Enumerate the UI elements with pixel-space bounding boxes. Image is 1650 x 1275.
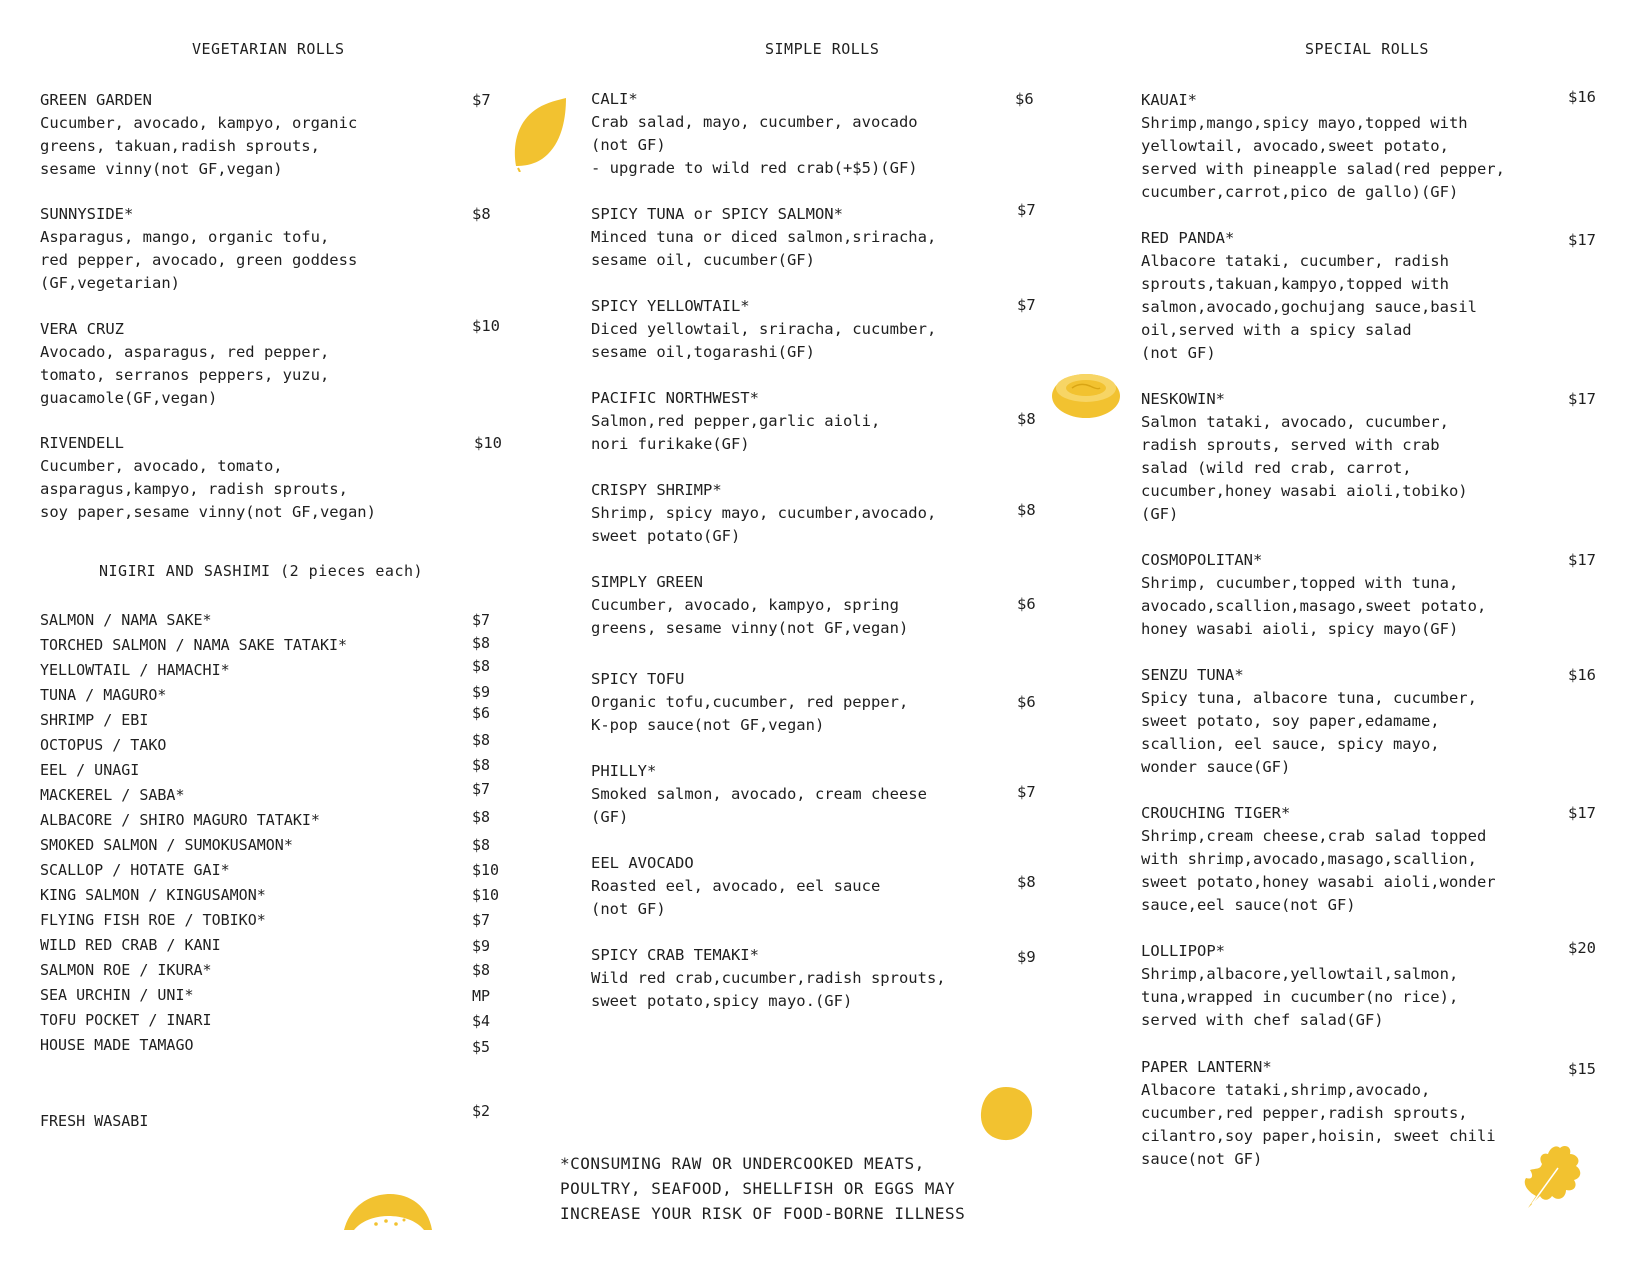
item-price: $6 xyxy=(1015,90,1034,108)
item-name: SPICY YELLOWTAIL* xyxy=(591,297,750,315)
menu-item-sunnyside xyxy=(40,203,357,295)
menu-item-pacific-northwest xyxy=(591,387,880,456)
special-rolls-heading: SPECIAL ROLLS xyxy=(1305,40,1429,58)
nigiri-name: TORCHED SALMON / NAMA SAKE TATAKI* xyxy=(40,636,348,654)
item-price: $8 xyxy=(1017,501,1036,519)
nigiri-name: WILD RED CRAB / KANI xyxy=(40,936,221,954)
item-price: $8 xyxy=(1017,873,1036,891)
item-price: $10 xyxy=(472,317,500,335)
item-description: Cucumber, avocado, kampyo, organic greens, takuan,radish sprouts, sesame vinny(not GF,vegan) xyxy=(40,114,358,178)
menu-item-spicy-crab-temaki xyxy=(591,944,946,1013)
nigiri-icon xyxy=(340,1190,436,1234)
menu-item-simply-green xyxy=(591,571,908,640)
item-price: $6 xyxy=(1017,595,1036,613)
nigiri-name: FLYING FISH ROE / TOBIKO* xyxy=(40,911,266,929)
nigiri-name: KING SALMON / KINGUSAMON* xyxy=(40,886,266,904)
item-description: Shrimp,cream cheese,crab salad topped with shrimp,avocado,masago,scallion, sweet potato,honey wasabi aioli,wonder sauce,eel sauce(not GF) xyxy=(1141,827,1496,914)
nigiri-price: $5 xyxy=(472,1038,491,1056)
item-description: Avocado, asparagus, red pepper, tomato, serranos peppers, yuzu, guacamole(GF,vegan) xyxy=(40,343,330,407)
item-description: Smoked salmon, avocado, cream cheese (GF) xyxy=(591,785,927,826)
item-name: CRISPY SHRIMP* xyxy=(591,481,722,499)
item-price: $17 xyxy=(1568,231,1596,249)
item-description: Shrimp,albacore,yellowtail,salmon, tuna,wrapped in cucumber(no rice), served with chef salad(GF) xyxy=(1141,965,1459,1029)
item-price: $7 xyxy=(472,91,491,109)
vegetarian-rolls-heading: VEGETARIAN ROLLS xyxy=(192,40,345,58)
item-price: $7 xyxy=(1017,296,1036,314)
menu-item-red-panda xyxy=(1141,227,1477,365)
item-description: Roasted eel, avocado, eel sauce (not GF) xyxy=(591,877,881,918)
item-description: Shrimp, spicy mayo, cucumber,avocado, sweet potato(GF) xyxy=(591,504,937,545)
item-description: Minced tuna or diced salmon,sriracha, sesame oil, cucumber(GF) xyxy=(591,228,937,269)
nigiri-name: SHRIMP / EBI xyxy=(40,711,149,729)
nigiri-price: $7 xyxy=(472,611,491,629)
item-name: VERA CRUZ xyxy=(40,320,124,338)
menu-item-rivendell xyxy=(40,432,376,524)
nigiri-price: $8 xyxy=(472,808,491,826)
nigiri-name: HOUSE MADE TAMAGO xyxy=(40,1036,194,1054)
item-description: Organic tofu,cucumber, red pepper, K-pop sauce(not GF,vegan) xyxy=(591,693,909,734)
item-name: LOLLIPOP* xyxy=(1141,942,1225,960)
nigiri-price: $8 xyxy=(472,634,491,652)
item-price: $17 xyxy=(1568,804,1596,822)
menu-item-crouching-tiger xyxy=(1141,802,1496,917)
nigiri-price: $10 xyxy=(472,886,500,904)
item-price: $8 xyxy=(1017,410,1036,428)
item-name: GREEN GARDEN xyxy=(40,91,152,109)
item-name: PHILLY* xyxy=(591,762,657,780)
nigiri-name: TUNA / MAGURO* xyxy=(40,686,167,704)
menu-item-crispy-shrimp xyxy=(591,479,936,548)
nigiri-price: MP xyxy=(472,987,491,1005)
menu-item-eel-avocado xyxy=(591,852,880,921)
nigiri-name: SEA URCHIN / UNI* xyxy=(40,986,194,1004)
item-name: CROUCHING TIGER* xyxy=(1141,804,1291,822)
menu-item-paper-lantern xyxy=(1141,1056,1496,1171)
nigiri-name: ALBACORE / SHIRO MAGURO TATAKI* xyxy=(40,811,320,829)
nigiri-price: $9 xyxy=(472,937,491,955)
nigiri-name: SCALLOP / HOTATE GAI* xyxy=(40,861,230,879)
nigiri-name: SMOKED SALMON / SUMOKUSAMON* xyxy=(40,836,293,854)
simple-rolls-heading: SIMPLE ROLLS xyxy=(765,40,880,58)
menu-item-spicy-yellowtail xyxy=(591,295,936,364)
nigiri-name: SALMON ROE / IKURA* xyxy=(40,961,212,979)
item-price: $7 xyxy=(1017,201,1036,219)
item-price: $20 xyxy=(1568,939,1596,957)
item-name: COSMOPOLITAN* xyxy=(1141,551,1263,569)
item-description: Crab salad, mayo, cucumber, avocado (not GF) - upgrade to wild red crab(+$5)(GF) xyxy=(591,113,918,177)
item-name: KAUAI* xyxy=(1141,91,1197,109)
nigiri-price: $10 xyxy=(472,861,500,879)
nigiri-price: $8 xyxy=(472,961,491,979)
item-name: SPICY TOFU xyxy=(591,670,685,688)
nigiri-name: MACKEREL / SABA* xyxy=(40,786,185,804)
menu-item-senzu-tuna xyxy=(1141,664,1477,779)
nigiri-name: OCTOPUS / TAKO xyxy=(40,736,167,754)
item-price: $17 xyxy=(1568,390,1596,408)
item-name: PACIFIC NORTHWEST* xyxy=(591,389,759,407)
item-name: PAPER LANTERN* xyxy=(1141,1058,1272,1076)
item-description: Spicy tuna, albacore tuna, cucumber, sweet potato, soy paper,edamame, scallion, eel sauce, spicy mayo, wonder sauce(GF) xyxy=(1141,689,1477,776)
item-description: Wild red crab,cucumber,radish sprouts, sweet potato,spicy mayo.(GF) xyxy=(591,969,946,1010)
lemon-slice-icon xyxy=(977,1084,1035,1144)
item-name: EEL AVOCADO xyxy=(591,854,694,872)
item-price: $15 xyxy=(1568,1060,1596,1078)
item-name: SPICY TUNA or SPICY SALMON* xyxy=(591,205,843,223)
nigiri-name: TOFU POCKET / INARI xyxy=(40,1011,212,1029)
item-description: Cucumber, avocado, tomato, asparagus,kampyo, radish sprouts, soy paper,sesame vinny(not GF,vegan) xyxy=(40,457,376,521)
item-name: SENZU TUNA* xyxy=(1141,666,1244,684)
item-price: $17 xyxy=(1568,551,1596,569)
item-name: SIMPLY GREEN xyxy=(591,573,703,591)
menu-item-neskowin xyxy=(1141,388,1468,526)
nigiri-price: $8 xyxy=(472,836,491,854)
menu-item-green-garden xyxy=(40,89,357,181)
item-price: $16 xyxy=(1568,666,1596,684)
item-description: Shrimp, cucumber,topped with tuna, avocado,scallion,masago,sweet potato, honey wasabi aioli, spicy mayo(GF) xyxy=(1141,574,1487,638)
item-description: Shrimp,mango,spicy mayo,topped with yellowtail, avocado,sweet potato, served with pineapple salad(red pepper, cucumber,carrot,pico de gallo)(GF) xyxy=(1141,114,1505,201)
menu-item-philly xyxy=(591,760,927,829)
nigiri-name: YELLOWTAIL / HAMACHI* xyxy=(40,661,230,679)
nigiri-price: $6 xyxy=(472,704,491,722)
item-description: Diced yellowtail, sriracha, cucumber, sesame oil,togarashi(GF) xyxy=(591,320,937,361)
item-name: NESKOWIN* xyxy=(1141,390,1225,408)
oak-leaf-icon xyxy=(1518,1140,1588,1212)
item-name: SPICY CRAB TEMAKI* xyxy=(591,946,759,964)
menu-item-spicy-tuna-salmon xyxy=(591,203,936,272)
menu-item-vera-cruz xyxy=(40,318,329,410)
menu-item-cali xyxy=(591,88,918,180)
item-description: Salmon tataki, avocado, cucumber, radish sprouts, served with crab salad (wild red crab, carrot, cucumber,honey wasabi aioli,tobiko) (GF) xyxy=(1141,413,1468,523)
leaf-icon xyxy=(510,96,570,172)
nigiri-price: $4 xyxy=(472,1012,491,1030)
item-price: $7 xyxy=(1017,783,1036,801)
nigiri-price: $9 xyxy=(472,683,491,701)
nigiri-price: $8 xyxy=(472,731,491,749)
nigiri-price: $7 xyxy=(472,911,491,929)
nigiri-price: $8 xyxy=(472,756,491,774)
item-price: $6 xyxy=(1017,693,1036,711)
item-description: Albacore tataki,shrimp,avocado, cucumber,red pepper,radish sprouts, cilantro,soy paper,hoisin, sweet chili sauce(not GF) xyxy=(1141,1081,1496,1168)
nigiri-heading: NIGIRI AND SASHIMI (2 pieces each) xyxy=(99,562,424,580)
fresh-wasabi-name: FRESH WASABI xyxy=(40,1112,149,1130)
item-name: RED PANDA* xyxy=(1141,229,1235,247)
fresh-wasabi-price: $2 xyxy=(472,1102,491,1120)
sushi-roll-icon xyxy=(1050,368,1122,420)
item-description: Albacore tataki, cucumber, radish sprouts,takuan,kampyo,topped with salmon,avocado,gochujang sauce,basil oil,served with a spicy salad (not GF) xyxy=(1141,252,1477,362)
menu-item-kauai xyxy=(1141,89,1505,204)
menu-item-spicy-tofu xyxy=(591,668,908,737)
item-description: Salmon,red pepper,garlic aioli, nori furikake(GF) xyxy=(591,412,881,453)
item-name: RIVENDELL xyxy=(40,434,124,452)
item-price: $16 xyxy=(1568,88,1596,106)
item-description: Cucumber, avocado, kampyo, spring greens, sesame vinny(not GF,vegan) xyxy=(591,596,909,637)
item-name: CALI* xyxy=(591,90,638,108)
nigiri-name: SALMON / NAMA SAKE* xyxy=(40,611,212,629)
menu-item-lollipop xyxy=(1141,940,1458,1032)
item-name: SUNNYSIDE* xyxy=(40,205,134,223)
item-price: $8 xyxy=(472,205,491,223)
item-description: Asparagus, mango, organic tofu, red pepper, avocado, green goddess (GF,vegetarian) xyxy=(40,228,358,292)
item-price: $10 xyxy=(474,434,502,452)
nigiri-name: EEL / UNAGI xyxy=(40,761,140,779)
raw-food-disclaimer: *CONSUMING RAW OR UNDERCOOKED MEATS, POULTRY, SEAFOOD, SHELLFISH OR EGGS MAY INCREASE YOUR RISK OF FOOD-BORNE ILLNESS xyxy=(560,1154,966,1223)
menu-item-cosmopolitan xyxy=(1141,549,1486,641)
nigiri-price: $7 xyxy=(472,780,491,798)
nigiri-price: $8 xyxy=(472,657,491,675)
item-price: $9 xyxy=(1017,948,1036,966)
